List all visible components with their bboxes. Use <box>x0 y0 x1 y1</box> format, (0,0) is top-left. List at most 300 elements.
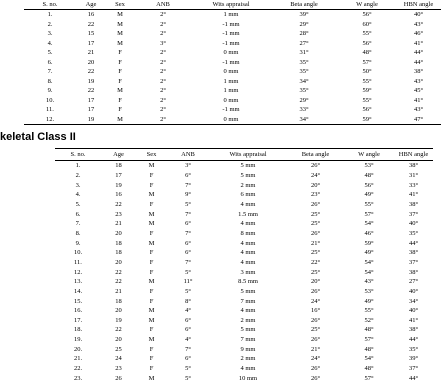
cell-anb: 5° <box>185 200 191 208</box>
cell-anb: 8° <box>185 297 191 305</box>
cell-age: 26 <box>115 374 122 382</box>
cell-hbn-angle: 31° <box>408 171 419 179</box>
cell-beta-angle: 27° <box>299 39 309 47</box>
cell-sex: F <box>149 249 154 257</box>
column-header-sex: Sex <box>136 149 167 161</box>
cell-anb: 5° <box>185 287 191 295</box>
cell-wits-appraisal: 10 mm <box>238 374 258 382</box>
table-row <box>24 77 441 87</box>
cell-sex: M <box>148 210 155 218</box>
column-header-s-no: S. no. <box>24 0 76 10</box>
cell-wits-appraisal: 5 mm <box>240 162 256 170</box>
cell-wits-appraisal: 4 mm <box>240 307 256 315</box>
cell-wits-appraisal: 4 mm <box>240 365 256 373</box>
column-header-w-angle: W angle <box>344 149 394 161</box>
cell-anb: 5° <box>185 374 191 382</box>
table-row <box>24 105 441 115</box>
cell-wits-appraisal: 5 mm <box>240 287 256 295</box>
cell-wits-appraisal: 5 mm <box>240 326 256 334</box>
cell-age: 21 <box>115 287 122 295</box>
cell-beta-angle: 26° <box>310 316 321 324</box>
cell-age: 23 <box>115 210 122 218</box>
cell-beta-angle: 34° <box>299 115 309 123</box>
cell-age: 16 <box>115 191 122 199</box>
cell-wits-appraisal: 7 mm <box>240 297 256 305</box>
cell-w-angle: 53° <box>364 287 374 295</box>
cell-wits-appraisal: 7 mm <box>240 336 256 344</box>
cell-hbn-angle: 38° <box>408 200 419 208</box>
column-header-anb: ANB <box>134 0 192 10</box>
cell-age: 19 <box>87 77 95 85</box>
table-row <box>55 171 433 181</box>
cell-hbn-angle: 35° <box>408 229 419 237</box>
cell-w-angle: 46° <box>364 229 374 237</box>
cell-sex: F <box>149 326 154 334</box>
cell-s-no: 5. <box>47 49 53 57</box>
cell-age: 21 <box>87 49 95 57</box>
cell-wits-appraisal: -1 mm <box>222 106 240 114</box>
cell-anb: 6° <box>185 326 191 334</box>
cell-w-angle: 55° <box>362 96 372 104</box>
cell-sex: F <box>118 68 122 76</box>
cell-w-angle: 49° <box>364 249 374 257</box>
cell-anb: 6° <box>185 220 191 228</box>
table-row <box>55 180 433 190</box>
table-row <box>55 316 433 326</box>
cell-hbn-angle: 40° <box>408 307 419 315</box>
cell-anb: 2° <box>160 30 166 38</box>
cell-beta-angle: 26° <box>310 374 321 382</box>
cell-w-angle: 57° <box>364 374 374 382</box>
cell-s-no: 7. <box>47 68 53 76</box>
table-row <box>24 67 441 77</box>
cell-w-angle: 55° <box>364 200 374 208</box>
cell-anb: 4° <box>185 307 191 315</box>
cell-hbn-angle: 44° <box>413 58 424 66</box>
cell-beta-angle: 33° <box>299 106 309 114</box>
cell-age: 22 <box>115 278 122 286</box>
cell-s-no: 12. <box>73 268 83 276</box>
cell-hbn-angle: 40° <box>408 220 419 228</box>
cell-hbn-angle: 43° <box>413 106 424 114</box>
cell-hbn-angle: 45° <box>413 87 424 95</box>
cell-sex: F <box>149 200 154 208</box>
cell-s-no: 1. <box>47 11 53 19</box>
cell-s-no: 1. <box>75 162 81 170</box>
cell-hbn-angle: 38° <box>408 326 419 334</box>
table-row <box>55 344 433 354</box>
cell-hbn-angle: 37° <box>408 365 419 373</box>
cell-age: 19 <box>115 181 122 189</box>
cell-beta-angle: 20° <box>310 181 321 189</box>
table-row <box>24 10 441 20</box>
cell-anb: 6° <box>185 316 191 324</box>
cell-s-no: 5. <box>75 200 81 208</box>
cell-beta-angle: 22° <box>310 258 321 266</box>
cell-hbn-angle: 38° <box>408 268 419 276</box>
cell-sex: M <box>148 316 155 324</box>
cell-anb: 2° <box>160 58 166 66</box>
cell-sex: M <box>148 336 155 344</box>
cell-hbn-angle: 27° <box>408 278 419 286</box>
cell-anb: 2° <box>160 87 166 95</box>
cell-sex: M <box>117 20 123 28</box>
cell-beta-angle: 26° <box>310 336 321 344</box>
table-row <box>55 209 433 219</box>
cell-s-no: 14. <box>73 287 83 295</box>
cell-s-no: 22. <box>73 365 83 373</box>
cell-sex: F <box>118 77 122 85</box>
cell-hbn-angle: 35° <box>408 345 419 353</box>
table-row <box>24 48 441 58</box>
cell-s-no: 4. <box>47 39 53 47</box>
table-row <box>55 190 433 200</box>
cell-hbn-angle: 37° <box>408 210 419 218</box>
cell-hbn-angle: 43° <box>413 20 424 28</box>
cell-beta-angle: 31° <box>299 49 309 57</box>
cell-s-no: 15. <box>73 297 83 305</box>
cell-w-angle: 49° <box>364 191 374 199</box>
cell-sex: F <box>149 365 154 373</box>
cell-w-angle: 57° <box>364 210 374 218</box>
table-row <box>24 115 441 125</box>
table-row <box>55 267 433 277</box>
table-header-row <box>24 0 441 10</box>
cell-beta-angle: 35° <box>299 68 309 76</box>
cell-anb: 6° <box>185 355 191 363</box>
cell-s-no: 9. <box>47 87 53 95</box>
cell-age: 16 <box>87 11 95 19</box>
table-row <box>24 20 441 30</box>
cell-hbn-angle: 38° <box>413 68 424 76</box>
cell-hbn-angle: 41° <box>408 191 419 199</box>
cell-s-no: 11. <box>74 258 82 266</box>
cell-sex: F <box>149 268 154 276</box>
cell-w-angle: 48° <box>364 326 374 334</box>
cell-s-no: 10. <box>73 249 83 257</box>
cell-w-angle: 59° <box>362 115 372 123</box>
table-row <box>55 306 433 316</box>
cell-sex: M <box>148 239 155 247</box>
table-row <box>55 248 433 258</box>
cell-age: 25 <box>115 345 122 353</box>
cell-hbn-angle: 41° <box>413 39 424 47</box>
table-row <box>24 29 441 39</box>
cell-w-angle: 50° <box>362 68 372 76</box>
cell-s-no: 3. <box>75 181 81 189</box>
column-header-w-angle: W angle <box>338 0 396 10</box>
cell-s-no: 23. <box>73 374 83 382</box>
cell-beta-angle: 26° <box>310 229 321 237</box>
cell-age: 20 <box>115 258 122 266</box>
column-header-hbn-angle: HBN angle <box>394 149 433 161</box>
cell-wits-appraisal: 8 mm <box>240 229 256 237</box>
cell-sex: F <box>149 345 154 353</box>
cell-beta-angle: 29° <box>299 96 309 104</box>
cell-beta-angle: 39° <box>299 11 309 19</box>
cell-wits-appraisal: 4 mm <box>240 249 256 257</box>
cell-s-no: 6. <box>75 210 81 218</box>
cell-w-angle: 48° <box>364 365 374 373</box>
cell-sex: M <box>148 278 155 286</box>
cell-anb: 7° <box>185 229 191 237</box>
cell-s-no: 2. <box>47 20 53 28</box>
cell-age: 24 <box>115 355 122 363</box>
cell-sex: M <box>148 191 155 199</box>
cell-hbn-angle: 37° <box>408 258 419 266</box>
cell-anb: 11° <box>183 278 193 286</box>
cell-beta-angle: 23° <box>310 191 321 199</box>
cell-beta-angle: 26° <box>310 365 321 373</box>
cell-w-angle: 54° <box>364 220 374 228</box>
cell-s-no: 3. <box>47 30 53 38</box>
cell-anb: 4° <box>185 336 191 344</box>
cell-age: 22 <box>115 200 122 208</box>
cell-s-no: 10. <box>45 96 55 104</box>
cell-anb: 6° <box>185 171 191 179</box>
cell-wits-appraisal: 1.5 mm <box>238 210 258 218</box>
cell-anb: 7° <box>185 181 191 189</box>
cell-hbn-angle: 43° <box>413 77 424 85</box>
cell-sex: M <box>148 162 155 170</box>
cell-sex: M <box>117 30 123 38</box>
cell-age: 20 <box>115 336 122 344</box>
cell-w-angle: 48° <box>364 345 374 353</box>
cell-wits-appraisal: -1 mm <box>222 20 240 28</box>
table-row <box>55 325 433 335</box>
cell-age: 23 <box>115 365 122 373</box>
table-row <box>24 58 441 68</box>
cell-age: 22 <box>87 87 95 95</box>
cell-age: 17 <box>87 106 95 114</box>
cell-beta-angle: 24° <box>310 355 321 363</box>
cell-sex: M <box>148 374 155 382</box>
cell-age: 17 <box>115 171 122 179</box>
cell-w-angle: 57° <box>362 58 372 66</box>
cell-age: 17 <box>87 39 95 47</box>
cell-w-angle: 59° <box>362 87 372 95</box>
cell-beta-angle: 26° <box>310 200 321 208</box>
cell-wits-appraisal: 2 mm <box>240 316 256 324</box>
cell-s-no: 12. <box>45 115 55 123</box>
cell-s-no: 8. <box>75 229 81 237</box>
table-row <box>24 86 441 96</box>
cell-beta-angle: 28° <box>299 30 309 38</box>
cell-anb: 2° <box>160 115 166 123</box>
cell-w-angle: 54° <box>364 355 374 363</box>
cell-beta-angle: 25° <box>310 249 321 257</box>
cell-w-angle: 56° <box>362 11 372 19</box>
cell-w-angle: 52° <box>364 316 374 324</box>
cell-anb: 7° <box>185 258 191 266</box>
cell-wits-appraisal: 4 mm <box>240 220 256 228</box>
cell-wits-appraisal: 2 mm <box>240 355 256 363</box>
cell-s-no: 4. <box>75 191 81 199</box>
cell-s-no: 6. <box>47 58 53 66</box>
cell-anb: 7° <box>185 345 191 353</box>
cell-anb: 2° <box>160 96 166 104</box>
table-row <box>55 287 433 297</box>
cell-age: 22 <box>115 326 122 334</box>
cell-s-no: 11. <box>46 106 54 114</box>
column-header-beta-angle: Beta angle <box>287 149 344 161</box>
cell-wits-appraisal: -1 mm <box>222 30 240 38</box>
cell-s-no: 20. <box>73 345 83 353</box>
cell-wits-appraisal: -1 mm <box>222 39 240 47</box>
column-header-age: Age <box>101 149 136 161</box>
cell-sex: M <box>117 115 123 123</box>
cell-s-no: 16. <box>73 307 83 315</box>
cell-wits-appraisal: 5 mm <box>240 171 256 179</box>
cell-wits-appraisal: 1 mm <box>223 77 239 85</box>
cell-sex: F <box>149 297 154 305</box>
cell-hbn-angle: 44° <box>408 239 419 247</box>
cell-s-no: 8. <box>47 77 53 85</box>
cell-sex: F <box>118 49 122 57</box>
cell-beta-angle: 21° <box>310 345 321 353</box>
cell-sex: F <box>149 287 154 295</box>
cell-wits-appraisal: 3 mm <box>240 268 256 276</box>
cell-wits-appraisal: 2 mm <box>240 181 256 189</box>
cell-beta-angle: 24° <box>310 171 321 179</box>
cell-w-angle: 55° <box>364 307 374 315</box>
column-header-hbn-angle: HBN angle <box>396 0 441 10</box>
cell-age: 17 <box>87 96 95 104</box>
cell-age: 22 <box>115 268 122 276</box>
cell-anb: 6° <box>185 249 191 257</box>
cell-beta-angle: 25° <box>310 220 321 228</box>
cell-sex: M <box>117 11 123 19</box>
cell-anb: 7° <box>185 210 191 218</box>
cell-age: 22 <box>87 20 95 28</box>
cell-sex: M <box>117 39 123 47</box>
cell-w-angle: 53° <box>364 162 374 170</box>
cell-w-angle: 54° <box>364 268 374 276</box>
cell-sex: F <box>149 181 154 189</box>
cell-w-angle: 55° <box>362 77 372 85</box>
cell-age: 18 <box>115 162 122 170</box>
table-row <box>55 219 433 229</box>
cell-beta-angle: 21° <box>310 239 321 247</box>
cell-age: 20 <box>115 229 122 237</box>
cell-wits-appraisal: -1 mm <box>222 58 240 66</box>
cell-sex: F <box>118 106 122 114</box>
cell-age: 18 <box>115 249 122 257</box>
column-header-s-no: S. no. <box>55 149 101 161</box>
cell-hbn-angle: 44° <box>408 374 419 382</box>
cell-beta-angle: 26° <box>310 287 321 295</box>
cell-hbn-angle: 40° <box>413 11 424 19</box>
cell-hbn-angle: 38° <box>408 162 419 170</box>
cell-beta-angle: 16° <box>310 307 321 315</box>
table-class-ii <box>55 148 433 383</box>
cell-age: 19 <box>115 316 122 324</box>
cell-hbn-angle: 47° <box>413 115 424 123</box>
cell-beta-angle: 25° <box>310 210 321 218</box>
cell-w-angle: 48° <box>362 49 372 57</box>
cell-beta-angle: 20° <box>310 278 321 286</box>
cell-w-angle: 48° <box>364 171 374 179</box>
cell-wits-appraisal: 8.5 mm <box>238 278 258 286</box>
cell-sex: F <box>149 171 154 179</box>
cell-beta-angle: 29° <box>299 20 309 28</box>
cell-wits-appraisal: 6 mm <box>240 191 256 199</box>
cell-hbn-angle: 44° <box>408 336 419 344</box>
section-heading: keletal Class II <box>0 131 76 143</box>
cell-w-angle: 54° <box>364 258 374 266</box>
cell-beta-angle: 24° <box>310 297 321 305</box>
cell-age: 19 <box>87 115 95 123</box>
column-header-age: Age <box>76 0 106 10</box>
cell-beta-angle: 26° <box>310 162 321 170</box>
column-header-sex: Sex <box>106 0 134 10</box>
cell-s-no: 21. <box>73 355 83 363</box>
cell-w-angle: 55° <box>362 30 372 38</box>
table-row <box>55 161 433 171</box>
table-row <box>55 296 433 306</box>
cell-anb: 2° <box>160 68 166 76</box>
cell-hbn-angle: 39° <box>408 355 419 363</box>
cell-w-angle: 43° <box>364 278 374 286</box>
cell-beta-angle: 35° <box>299 58 309 66</box>
cell-sex: M <box>148 220 155 228</box>
cell-age: 22 <box>87 68 95 76</box>
cell-w-angle: 57° <box>364 336 374 344</box>
cell-wits-appraisal: 0 mm <box>223 68 239 76</box>
table-row <box>55 373 433 383</box>
column-header-wits-appraisal: Wits appraisal <box>192 0 270 10</box>
cell-wits-appraisal: 4 mm <box>240 239 256 247</box>
cell-sex: F <box>149 229 154 237</box>
cell-s-no: 13. <box>73 278 83 286</box>
cell-wits-appraisal: 1 mm <box>223 11 239 19</box>
cell-wits-appraisal: 4 mm <box>240 200 256 208</box>
cell-wits-appraisal: 0 mm <box>223 115 239 123</box>
cell-anb: 2° <box>160 20 166 28</box>
cell-s-no: 19. <box>73 336 83 344</box>
table-row <box>55 238 433 248</box>
cell-w-angle: 56° <box>362 106 372 114</box>
cell-age: 21 <box>115 220 122 228</box>
cell-w-angle: 56° <box>364 181 374 189</box>
cell-hbn-angle: 33° <box>408 181 419 189</box>
cell-anb: 3° <box>160 39 166 47</box>
cell-s-no: 18. <box>73 326 83 334</box>
cell-hbn-angle: 34° <box>408 297 419 305</box>
cell-sex: F <box>149 258 154 266</box>
cell-sex: F <box>149 355 154 363</box>
cell-w-angle: 49° <box>364 297 374 305</box>
cell-wits-appraisal: 1 mm <box>223 87 239 95</box>
table-row <box>55 200 433 210</box>
column-header-wits-appraisal: Wits appraisal <box>209 149 287 161</box>
cell-s-no: 9. <box>75 239 81 247</box>
table-row <box>55 335 433 345</box>
cell-sex: M <box>117 87 123 95</box>
cell-beta-angle: 25° <box>310 326 321 334</box>
cell-beta-angle: 25° <box>310 268 321 276</box>
cell-hbn-angle: 38° <box>408 249 419 257</box>
cell-age: 20 <box>87 58 95 66</box>
cell-anb: 2° <box>160 11 166 19</box>
cell-anb: 5° <box>185 365 191 373</box>
cell-hbn-angle: 44° <box>413 49 424 57</box>
cell-age: 20 <box>115 307 122 315</box>
cell-s-no: 7. <box>75 220 81 228</box>
cell-w-angle: 59° <box>364 239 374 247</box>
table-row <box>24 96 441 106</box>
cell-s-no: 2. <box>75 171 81 179</box>
